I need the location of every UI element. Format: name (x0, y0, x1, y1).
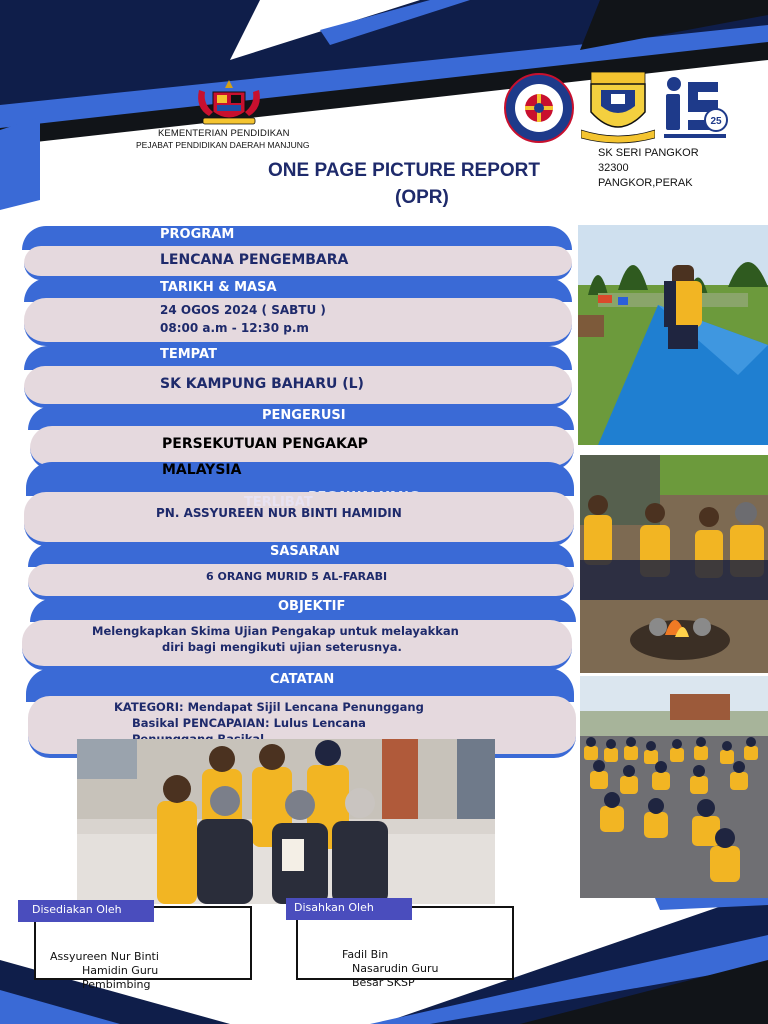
target-label: SASARAN (270, 544, 340, 559)
report-subtitle: (OPR) (395, 187, 449, 208)
date-value: 24 OGOS 2024 ( SABTU ) (160, 303, 326, 317)
program-label: PROGRAM (160, 227, 235, 242)
objective-line2: diri bagi mengikuti ujian seterusnya. (162, 640, 402, 654)
preparer-name-line1: Assyureen Nur Binti (50, 950, 159, 963)
school-address (598, 146, 699, 191)
chair-value-line2: MALAYSIA (162, 462, 242, 478)
program-value-box (24, 246, 572, 280)
photo-six-pupils-group (77, 739, 495, 904)
notes-line1: KATEGORI: Mendapat Sijil Lencana Penunggang (114, 700, 424, 714)
objective-line1: Melengkapkan Skima Ujian Pengakap untuk melayakkan (92, 624, 459, 638)
venue-label: TEMPAT (160, 347, 217, 362)
officer-value: PN. ASSYUREEN NUR BINTI HAMIDIN (156, 506, 402, 520)
photo-scout-with-tent (578, 225, 768, 445)
ministry-name: KEMENTERIAN PENDIDIKAN (158, 128, 290, 139)
chair-value-line1: PERSEKUTUAN PENGAKAP (162, 436, 368, 452)
postcode: 32300 (598, 162, 629, 174)
approver-name-line3: Besar SKSP (352, 976, 415, 989)
notes-line2: Basikal PENCAPAIAN: Lulus Lencana (132, 716, 366, 730)
report-title: ONE PAGE PICTURE REPORT (268, 160, 541, 181)
date-value-box (24, 298, 572, 346)
photo-scouts-gathering (580, 676, 768, 898)
school-crest-logo (581, 72, 655, 144)
approver-name-line2: Nasarudin Guru (352, 962, 439, 975)
anniversary-number: 25 (710, 116, 722, 127)
prepared-by-label: Disediakan Oleh (32, 903, 122, 916)
target-value-box (28, 564, 574, 600)
chair-label: PENGERUSI (262, 408, 346, 423)
school-name: SK SERI PANGKOR (598, 147, 699, 159)
venue-value-box (24, 366, 572, 408)
officer-value-box (24, 492, 574, 546)
preparer-name-line3: Pembimbing (82, 978, 151, 991)
date-label: TARIKH & MASA (160, 280, 277, 295)
preparer-name-line2: Hamidin Guru (82, 964, 159, 977)
approver-name-line1: Fadil Bin (342, 948, 389, 961)
time-value: 08:00 a.m - 12:30 p.m (160, 321, 309, 335)
anniversary-25-logo (660, 74, 730, 144)
prepared-by-tab (18, 900, 154, 922)
notes-label: CATATAN (270, 672, 335, 687)
scouts-emblem-logo (500, 72, 578, 144)
officer-label-line2: TERLIBAT (244, 495, 313, 510)
officer-header (26, 462, 574, 496)
venue-value: SK KAMPUNG BAHARU (L) (160, 376, 364, 392)
target-value: 6 ORANG MURID 5 AL-FARABI (206, 570, 388, 583)
town-state: PANGKOR,PERAK (598, 177, 693, 189)
malaysia-crest-logo (193, 78, 265, 128)
program-value: LENCANA PENGEMBARA (160, 252, 349, 268)
approved-by-label: Disahkan Oleh (294, 901, 374, 914)
approved-by-tab (286, 898, 412, 920)
photo-campfire-cooking (580, 455, 768, 673)
objective-header (30, 598, 576, 622)
objective-label: OBJEKTIF (278, 599, 346, 614)
objective-value-box (22, 620, 572, 670)
district-office-name: PEJABAT PENDIDIKAN DAERAH MANJUNG (136, 140, 310, 150)
